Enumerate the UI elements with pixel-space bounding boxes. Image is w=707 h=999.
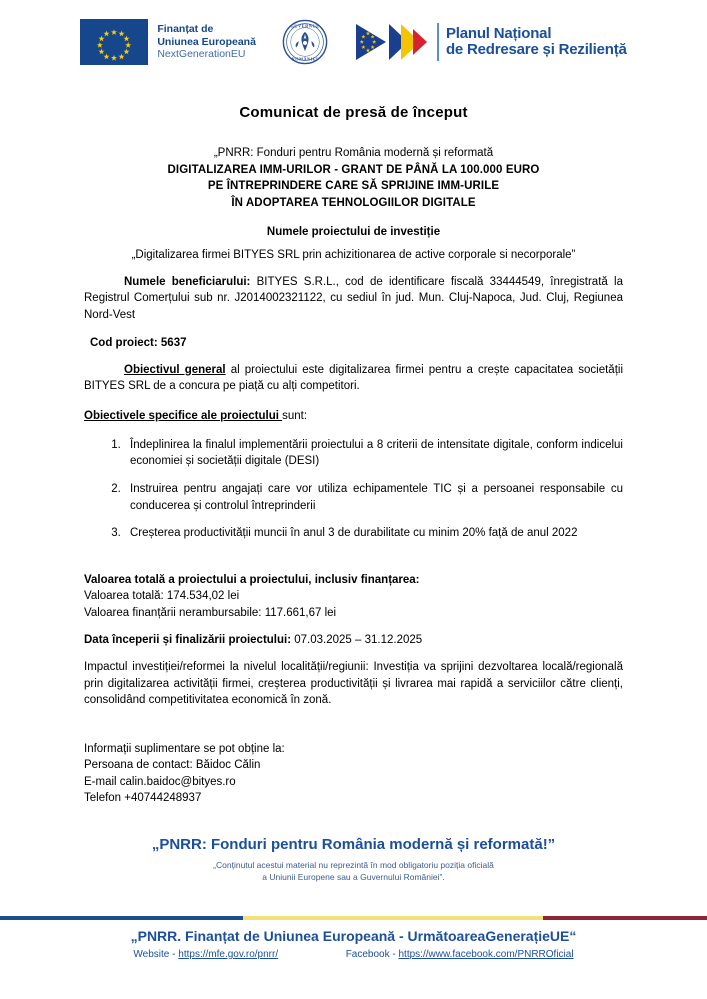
beneficiary-label: Numele beneficiarului: bbox=[124, 275, 251, 288]
contact-person: Persoana de contact: Băidoc Călin bbox=[84, 759, 261, 772]
logo-band bbox=[0, 0, 707, 72]
pnrr-divider-bar bbox=[437, 23, 439, 61]
project-name-heading: Numele proiectului de investiție bbox=[266, 225, 441, 238]
document-body bbox=[0, 104, 707, 883]
disclaimer bbox=[84, 860, 623, 883]
tricolor-segment-red bbox=[543, 916, 707, 920]
eu-funding-logo bbox=[80, 19, 256, 65]
subtitle-line-1: „PNRR: Fonduri pentru România modernă și reformată bbox=[213, 147, 494, 159]
eu-logo-line3: NextGenerationEU bbox=[157, 48, 246, 61]
page-footer bbox=[0, 928, 707, 960]
footer-website-link[interactable]: https://mfe.gov.ro/pnrr/ bbox=[178, 949, 279, 960]
list-item: 2. Instruirea pentru angajați care vor utiliza echipamentele TIC și a persoanei responsabile cu conducerea și controlul întreprinderii bbox=[124, 481, 623, 514]
tricolor-divider bbox=[0, 916, 707, 920]
programme-subtitle bbox=[84, 145, 623, 212]
page-title: Comunicat de presă de început bbox=[239, 104, 468, 121]
beneficiary-paragraph bbox=[84, 274, 623, 324]
pnrr-logo-text bbox=[446, 26, 627, 59]
footer-website-group bbox=[133, 949, 278, 960]
subtitle-line-2: DIGITALIZAREA IMM-URILOR - GRANT DE PÂNĂ LA 100.000 EURO bbox=[167, 163, 540, 176]
specific-objectives-heading bbox=[84, 408, 623, 425]
impact-paragraph: Impactul investiției/reformei la nivelul localității/regiunii: Investiția va sprijini dezvoltarea locală/regională prin digitalizarea activității firmei, creșterea productivității și livrarea mai rapidă a serviciilor către clienți, consolidând competitivitatea economică în zonă. bbox=[84, 661, 623, 707]
general-objective-text: al proiectului este digitalizarea firmei pentru a crește capacitatea societății BITYES SRL de a concura pe piață cu alți competitori. bbox=[84, 363, 624, 393]
objectives-list bbox=[84, 437, 623, 542]
pnrr-arrows-icon bbox=[354, 20, 432, 64]
pnrr-logo bbox=[354, 20, 627, 64]
footer-links bbox=[0, 949, 707, 960]
project-dates-label: Data începerii și finalizării proiectului: bbox=[84, 634, 292, 647]
disclaimer-line-1: „Conținutul acestui material nu reprezintă în mod obligatoriu poziția oficială bbox=[213, 860, 494, 871]
total-value-heading: Valoarea totală a proiectului a proiectului, inclusiv finanțarea: bbox=[84, 574, 420, 587]
tricolor-segment-yellow bbox=[243, 916, 543, 920]
government-of-romania-seal-icon bbox=[282, 19, 328, 65]
svg-text:GUVERNUL: GUVERNUL bbox=[290, 23, 320, 29]
tricolor-segment-blue bbox=[0, 916, 243, 920]
list-item: 1. Îndeplinirea la finalul implementării proiectului a 8 criterii de intensitate digitale, conform indicelui economiei și societății digitale (DESI) bbox=[124, 437, 623, 470]
list-item: 3. Creșterea productivității muncii în anul 3 de durabilitate cu minim 20% față de anul 2022 bbox=[124, 525, 623, 542]
project-dates-value: 07.03.2025 – 31.12.2025 bbox=[291, 634, 423, 647]
disclaimer-line-2: a Uniunii Europene sau a Guvernului României”. bbox=[262, 871, 445, 882]
svg-text:ROMÂNIEI: ROMÂNIEI bbox=[291, 56, 319, 62]
contact-phone: Telefon +40744248937 bbox=[84, 792, 202, 805]
footer-facebook-label: Facebook - bbox=[345, 949, 399, 960]
subtitle-line-3: PE ÎNTREPRINDERE CARE SĂ SPRIJINE IMM-URILE bbox=[207, 180, 500, 193]
eu-flag-icon bbox=[80, 19, 148, 65]
general-objective-label: Obiectivul general bbox=[124, 363, 226, 376]
programme-slogan: „PNRR: Fonduri pentru România modernă și reformată!” bbox=[151, 836, 556, 854]
contact-intro: Informații suplimentare se pot obține la: bbox=[84, 743, 285, 756]
project-name-value: „Digitalizarea firmei BITYES SRL prin achizitionarea de active corporale si necorporale” bbox=[131, 248, 576, 261]
pnrr-logo-line2: de Redresare și Reziliență bbox=[445, 41, 627, 58]
footer-facebook-link[interactable]: https://www.facebook.com/PNRROficial bbox=[398, 949, 574, 960]
eu-logo-text bbox=[148, 19, 256, 65]
project-code: Cod proiect: 5637 bbox=[90, 336, 187, 349]
grant-value-line: Valoarea finanțării nerambursabile: 117.661,67 lei bbox=[84, 606, 337, 619]
eu-logo-line2: Uniunea Europeană bbox=[157, 35, 256, 48]
footer-facebook-group bbox=[346, 949, 574, 960]
general-objective-paragraph bbox=[84, 362, 623, 395]
project-dates bbox=[84, 634, 623, 646]
beneficiary-text: BITYES S.R.L., cod de identificare fiscală 33444549, înregistrată la Registrul Comerțului sub nr. J2014002321122, cu sediul în jud. Mun. Cluj-Napoca, Jud. Cluj, Regiunea Nord-Vest bbox=[84, 275, 623, 322]
contact-block bbox=[84, 741, 623, 806]
subtitle-line-4: ÎN ADOPTAREA TEHNOLOGIILOR DIGITALE bbox=[231, 197, 476, 210]
specific-objectives-label: Obiectivele specifice ale proiectului bbox=[84, 410, 283, 423]
pnrr-logo-line1: Planul Național bbox=[445, 24, 552, 42]
eu-logo-line1: Finanțat de bbox=[157, 23, 214, 36]
footer-website-label: Website - bbox=[133, 949, 179, 960]
total-value-line: Valoarea totală: 174.534,02 lei bbox=[84, 590, 240, 603]
project-values-block bbox=[84, 572, 623, 621]
contact-email: E-mail calin.baidoc@bityes.ro bbox=[84, 775, 236, 788]
footer-title: „PNRR. Finanțat de Uniunea Europeană - UrmătoareaGenerațieUE“ bbox=[130, 928, 577, 944]
specific-objectives-suffix: sunt: bbox=[282, 410, 308, 423]
